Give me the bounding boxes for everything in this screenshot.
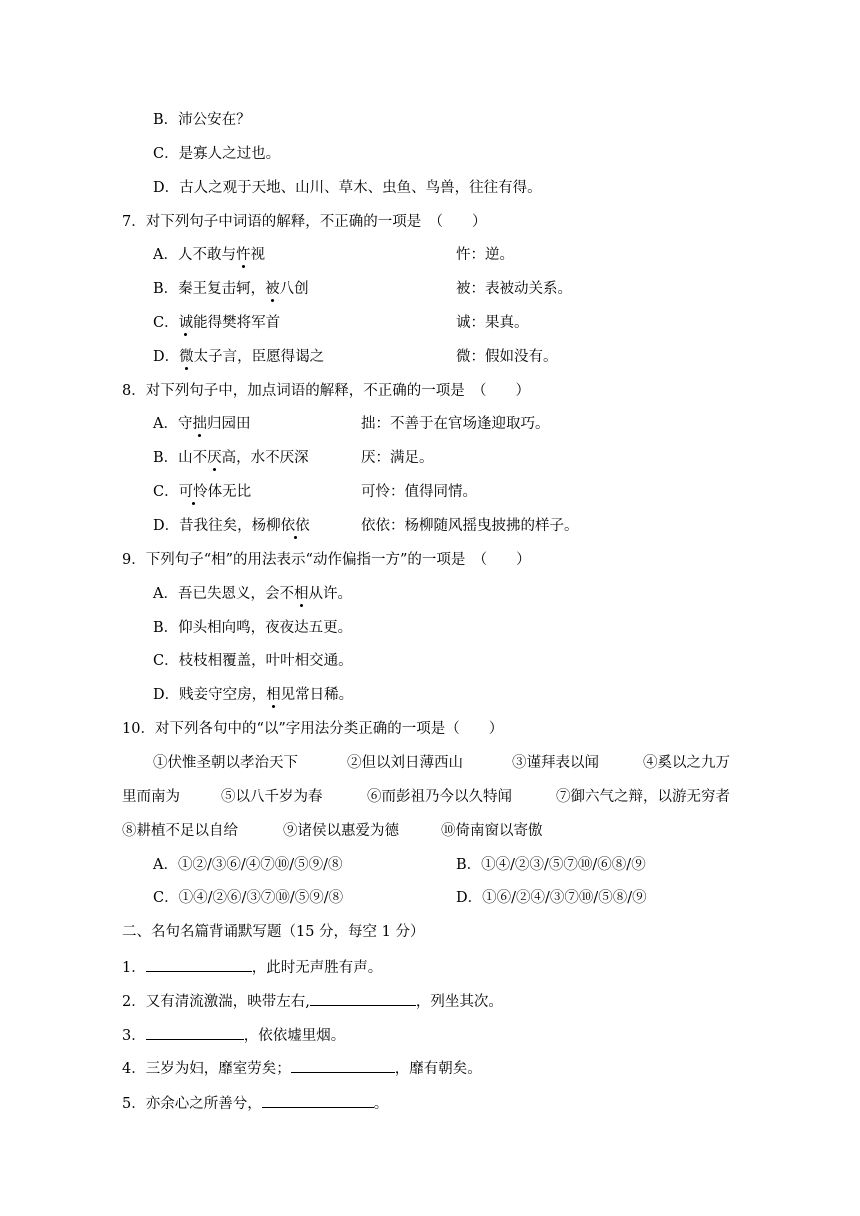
q10-option-d: D．①⑥/②④/③⑦⑩/⑤⑧/⑨ (456, 890, 647, 906)
q6-option-b: B．沛公安在？ (153, 112, 251, 128)
emphasized-word: 依依 (280, 518, 310, 534)
q10-sentence-1: ①伏惟圣朝以孝治天下 (153, 755, 298, 771)
answer-blank[interactable] (262, 1093, 374, 1108)
q8-option-c: C．可怜体无比 (153, 484, 252, 500)
q10-sentence-5: ⑤以八千岁为春 (221, 789, 323, 805)
q7-gloss-a: 忤：逆。 (456, 247, 514, 263)
emphasized-word: 诚 (178, 315, 194, 331)
emphasized-word: 相 (266, 687, 281, 703)
q8-option-b: B．山不厌高，水不厌深 (153, 450, 309, 466)
q7-option-c: C．诚能得樊将军首 (153, 315, 281, 331)
q6-option-d: D．古人之观于天地、山川、草木、虫鱼、鸟兽，往往有得。 (153, 180, 542, 196)
q8-gloss-c: 可怜：值得同情。 (361, 484, 477, 500)
q10-option-a: A．①②/③⑥/④⑦⑩/⑤⑨/⑧ (153, 857, 343, 873)
fill-item-4: 4．三岁为妇，靡室劳矣； ，靡有朝矣。 (122, 1058, 482, 1079)
emphasized-word: 可怜 (178, 484, 208, 500)
fill-item-2: 2．又有清流激湍，映带左右, ，列坐其次。 (122, 991, 503, 1012)
q8-option-a: A．守拙归园田 (153, 416, 251, 432)
emphasized-word: 被 (265, 281, 280, 297)
q9-stem: 9．下列句子“相”的用法表示“动作偏指一方”的一项是 （ ） (122, 552, 531, 568)
q10-sentence-3: ③谨拜表以闻 (512, 755, 599, 771)
q9-option-d: D．贱妾守空房，相见常日稀。 (153, 687, 354, 703)
section-2-title: 二、名句名篇背诵默写题（15 分，每空 1 分） (122, 924, 425, 940)
q7-stem: 7．对下列句子中词语的解释，不正确的一项是 （ ） (122, 214, 487, 230)
q6-option-c: C．是寡人之过也。 (153, 146, 281, 162)
q7-gloss-b: 被：表被动关系。 (456, 281, 572, 297)
q10-sentence-4-cont: 里而南为 (122, 789, 180, 805)
q10-sentence-4: ④奚以之九万 (643, 755, 730, 771)
q9-option-c: C．枝枝相覆盖，叶叶相交通。 (153, 653, 353, 669)
emphasized-word: 忤 (235, 247, 251, 263)
q8-gloss-b: 厌：满足。 (361, 450, 434, 466)
q10-sentence-10: ⑩倚南窗以寄傲 (441, 823, 543, 839)
q10-sentence-6: ⑥而彭祖乃今以久特闻 (367, 789, 512, 805)
q8-gloss-a: 拙：不善于在官场逢迎取巧。 (361, 416, 550, 432)
emphasized-word: 相 (293, 586, 309, 602)
emphasized-word: 微 (179, 349, 194, 365)
q8-gloss-d: 依依：杨柳随风摇曳披拂的样子。 (361, 518, 579, 534)
q7-option-b: B．秦王复击轲，被八创 (153, 281, 309, 297)
emphasized-word: 厌 (207, 450, 222, 466)
q9-option-b: B．仰头相向鸣，夜夜达五更。 (153, 620, 353, 636)
answer-blank[interactable] (146, 957, 252, 972)
fill-item-3: 3． ，依依墟里烟。 (122, 1025, 345, 1046)
q8-option-d: D．昔我往矣，杨柳依依 (153, 518, 310, 534)
q9-option-a: A．吾已失恩义，会不相从许。 (153, 586, 352, 602)
fill-item-1: 1． ，此时无声胜有声。 (122, 957, 382, 978)
answer-blank[interactable] (146, 1025, 244, 1040)
answer-blank[interactable] (291, 1058, 395, 1073)
q8-stem: 8．对下列句子中，加点词语的解释，不正确的一项是 （ ） (122, 383, 530, 399)
q10-sentence-8: ⑧耕植不足以自给 (122, 823, 238, 839)
emphasized-word: 拙 (192, 416, 207, 432)
q7-option-a: A．人不敢与忤视 (153, 247, 265, 263)
q10-option-c: C．①④/②⑥/③⑦⑩/⑤⑨/⑧ (153, 890, 344, 906)
q10-option-b: B．①④/②③/⑤⑦⑩/⑥⑧/⑨ (456, 857, 646, 873)
q7-gloss-d: 微：假如没有。 (456, 349, 558, 365)
q7-gloss-c: 诚：果真。 (456, 315, 529, 331)
fill-item-5: 5．亦余心之所善兮， 。 (122, 1093, 388, 1114)
answer-blank[interactable] (310, 991, 416, 1006)
q10-stem: 10．对下列各句中的“以”字用法分类正确的一项是（ ） (122, 721, 504, 737)
q10-sentence-9: ⑨诸侯以惠爱为德 (283, 823, 399, 839)
q10-sentence-2: ②但以刘日薄西山 (347, 755, 463, 771)
q10-sentence-7: ⑦御六气之辩，以游无穷者 (556, 789, 730, 805)
q7-option-d: D．微太子言，臣愿得谒之 (153, 349, 325, 365)
